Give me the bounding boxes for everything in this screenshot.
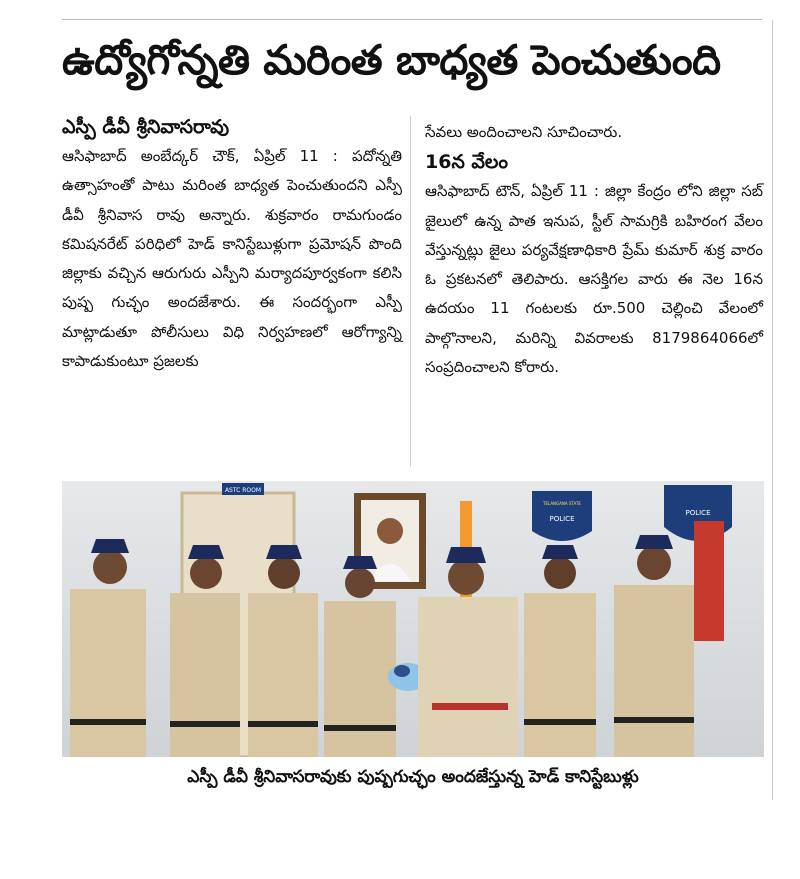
photo-illustration — [62, 481, 764, 757]
story2-body: ఆసిఫాబాద్ టౌన్, ఏప్రిల్ 11 : జిల్లా కేంద్రం లోని జిల్లా సబ్ జైలులో ఉన్న పాత ఇనుప, స్టీల్ సామగ్రికి బహిరంగ వేలం వేస్తున్నట్లు జైలు పర్యవేక్షణాధికారి ప్రేమ్ కుమార్ శుక్ర వారం ఓ ప్రకటనలో తెలిపారు. ఆసక్తిగల వారు ఈ నెల 16న ఉదయం 11 గంటలకు రూ.500 చెల్లించి వేలంలో పాల్గొనాలని, మరిన్ని వివరాలకు 8179864066లో సంప్రదించాలని కోరారు. — [425, 182, 763, 377]
badge-left-text: POLICE — [549, 515, 575, 523]
story1-continuation: సేవలు అందించాలని సూచించారు. — [425, 123, 623, 141]
news-photo — [62, 481, 764, 757]
story2-heading: 16న వేలం — [425, 151, 509, 174]
badge-left-top-text: TELANGANA STATE — [543, 501, 581, 506]
portrait-face — [377, 518, 403, 544]
door-sign-text: ASTC ROOM — [224, 487, 262, 494]
headline: ఉద్యోగోన్నతి మరింత బాధ్యత పెంచుతుంది — [62, 36, 721, 84]
photo-caption: ఎస్పీ డీవీ శ్రీనివాసరావుకు పుష్పగుచ్ఛం అందజేస్తున్న హెడ్ కానిస్టేబుళ్లు — [187, 767, 639, 787]
story-column-right — [425, 118, 763, 382]
badge-right-text: POLICE — [685, 509, 711, 517]
column-divider — [410, 116, 411, 466]
police-banner — [694, 521, 724, 641]
right-column-rule — [772, 20, 773, 800]
story1-body: ఆసిఫాబాద్ అంబేద్కర్ చౌక్, ఏప్రిల్ 11 : పదోన్నతి ఉత్సాహంతో పాటు మరింత బాధ్యత పెంచుతుందని ఎస్పీ డీవీ శ్రీనివాస రావు అన్నారు. శుక్రవారం రామగుండం కమిషనరేట్ పరిధిలో హెడ్ కానిస్టేబుళ్లుగా ప్రమోషన్ పొంది జిల్లాకు వచ్చిన ఆరుగురు ఎస్పీని మర్యాదపూర్వకంగా కలిసి పుష్ప గుచ్ఛం అందజేశారు. ఈ సందర్భంగా ఎస్పీ మాట్లాడుతూ పోలీసులు విధి నిర్వహణలో ఆరోగ్యాన్ని కాపాడుకుంటూ ప్రజలకు — [62, 147, 402, 371]
story-column-left — [62, 112, 402, 376]
top-rule — [62, 19, 762, 20]
story1-byline: ఎస్పీ డీవీ శ్రీనివాసరావు — [62, 116, 230, 138]
